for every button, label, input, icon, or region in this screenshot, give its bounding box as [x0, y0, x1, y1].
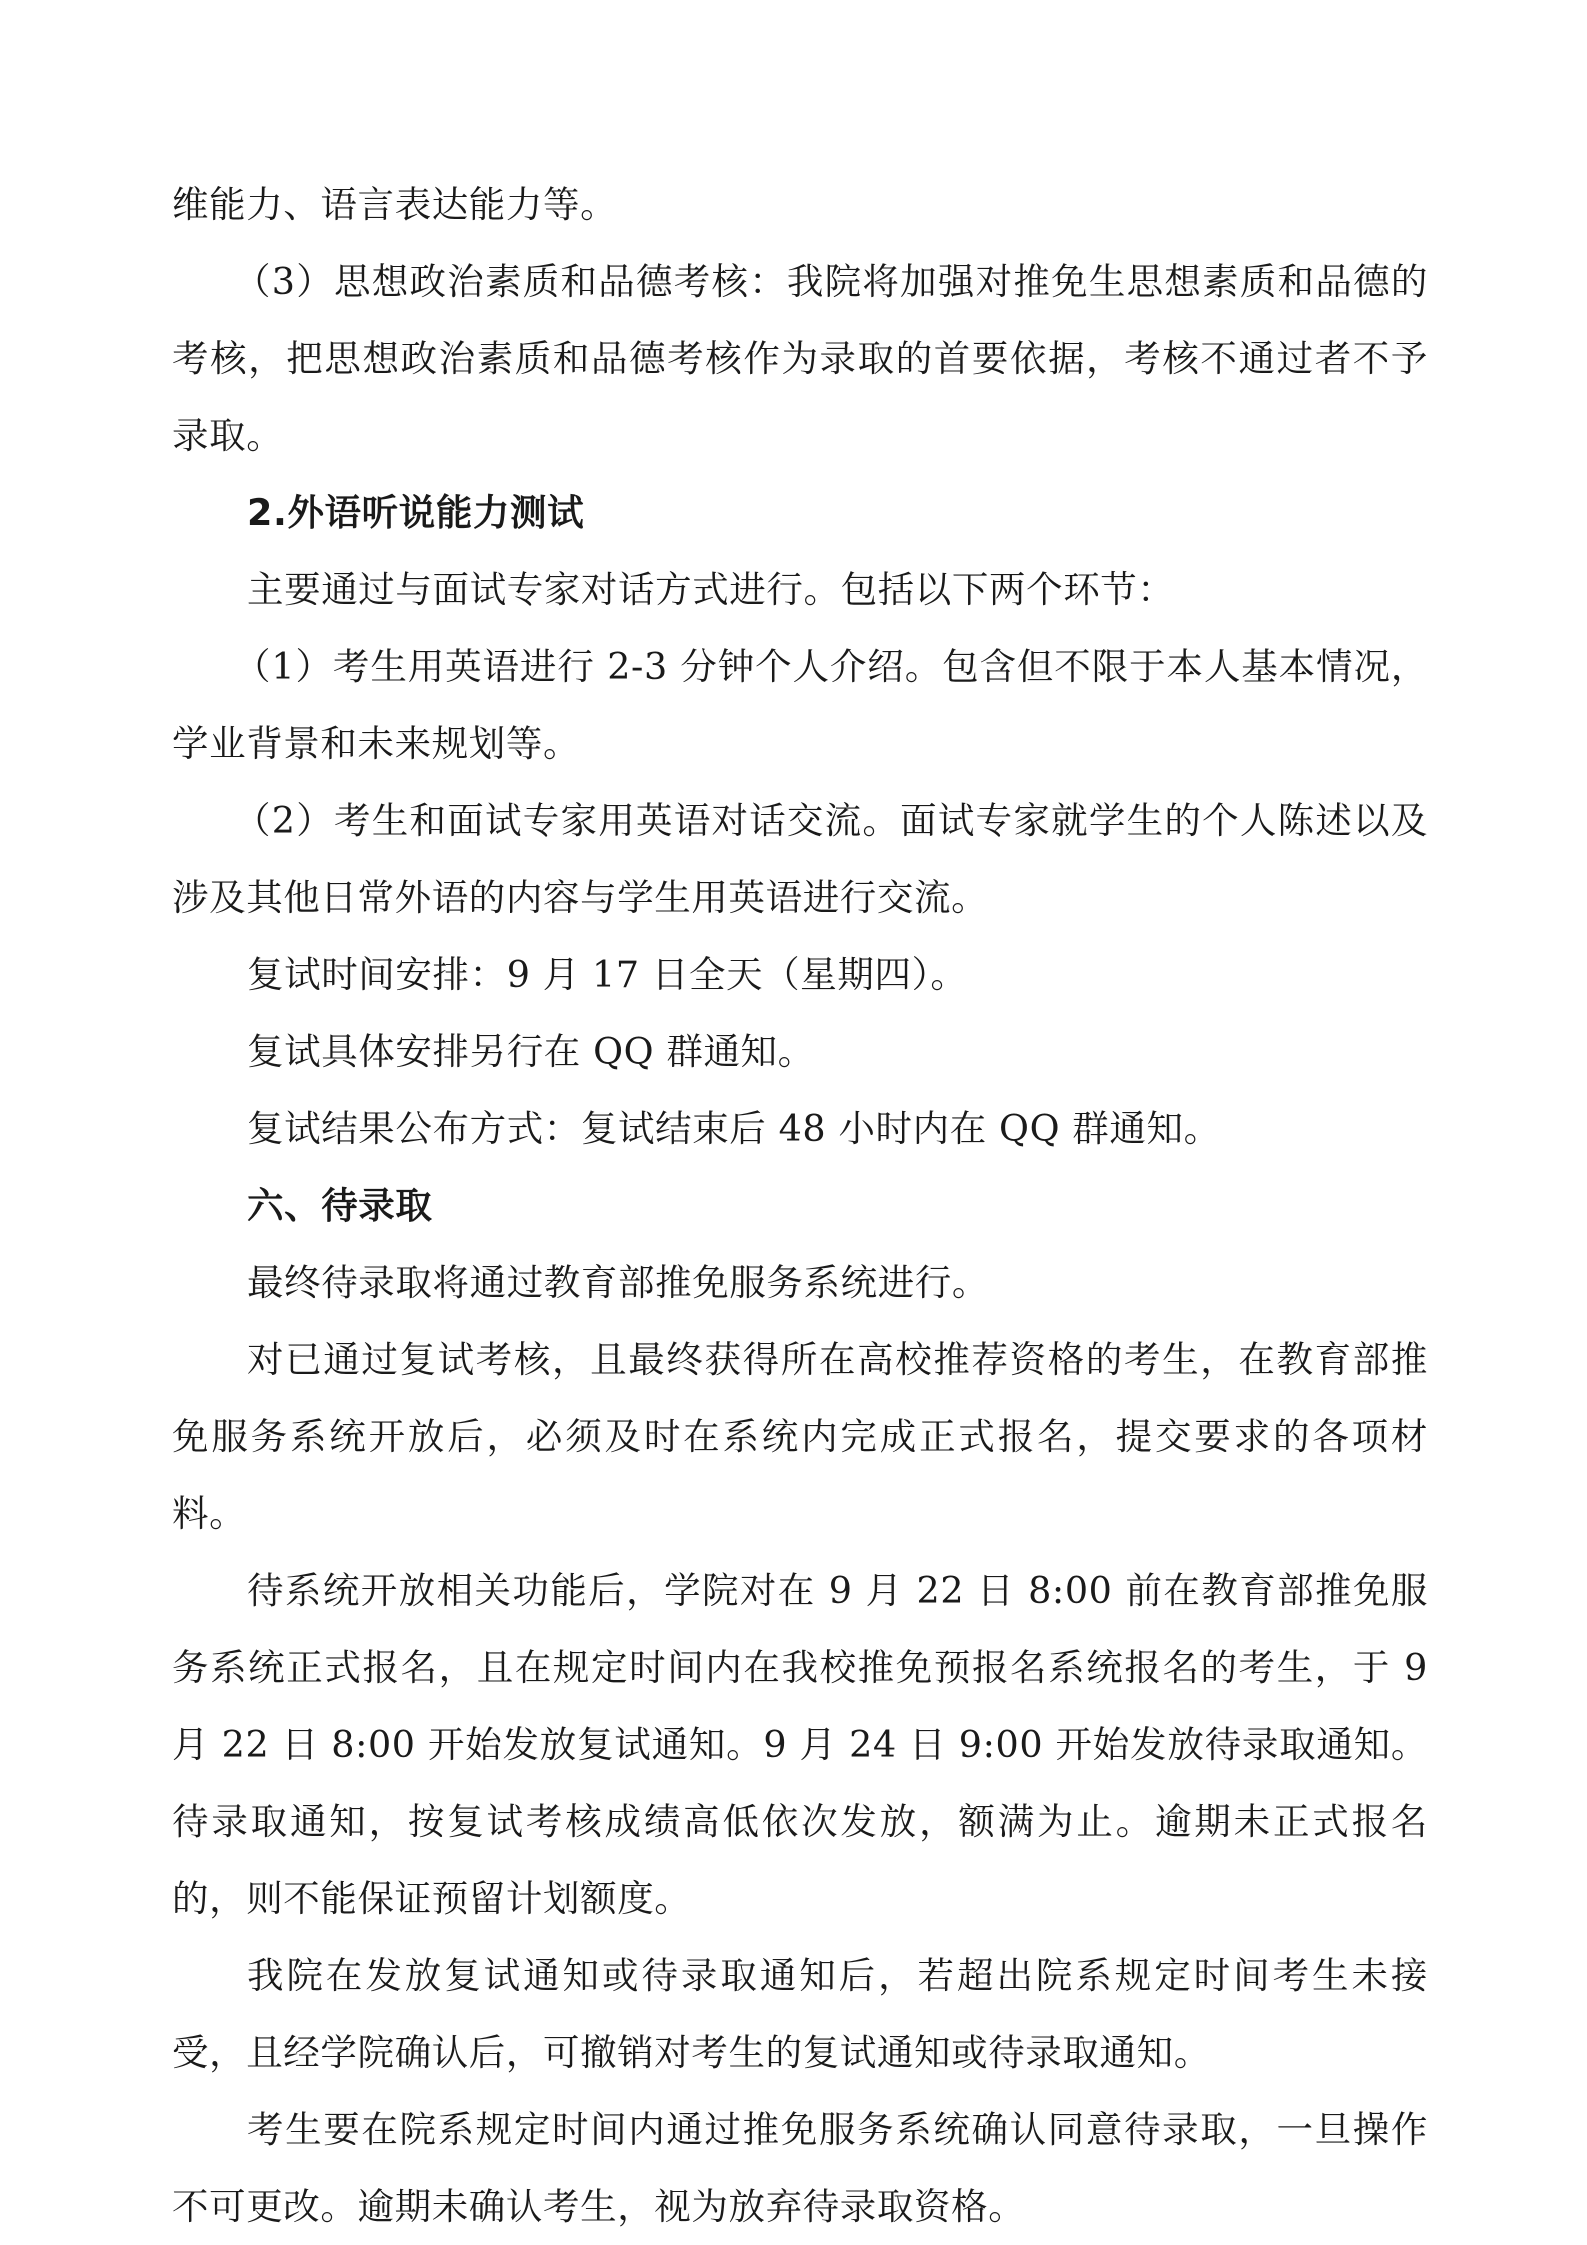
paragraph-ideology-assessment: （3）思想政治素质和品德考核：我院将加强对推免生思想素质和品德的考核，把思想政治素质和品德考核作为录取的首要依据，考核不通过者不予录取。 [172, 260, 1428, 457]
section-heading-foreign-language-test: 2.外语听说能力测试 [247, 491, 585, 534]
paragraph-final-admission: 最终待录取将通过教育部推免服务系统进行。 [247, 1261, 989, 1304]
paragraph-retest-time: 复试时间安排：9 月 17 日全天（星期四）。 [247, 953, 968, 996]
paragraph-continuation: 维能力、语言表达能力等。 [172, 183, 618, 226]
paragraph-test-format: 主要通过与面试专家对话方式进行。包括以下两个环节： [247, 568, 1175, 611]
paragraph-registration: 对已通过复试考核，且最终获得所在高校推荐资格的考生，在教育部推免服务系统开放后，必须及时在系统内完成正式报名，提交要求的各项材料。 [172, 1338, 1428, 1535]
paragraph-notification-schedule: 待系统开放相关功能后，学院对在 9 月 22 日 8:00 前在教育部推免服务系统正式报名，且在规定时间内在我校推免预报名系统报名的考生，于 9 月 22 日 8:00 开始发放复试通知。9 月 24 日 9:00 开始发放待录取通知。待录取通知，按复试考核成绩高低依次发放，额满为止。逾期未正式报名的，则不能保证预留计划额度。 [172, 1569, 1428, 1920]
paragraph-confirmation: 考生要在院系规定时间内通过推免服务系统确认同意待录取，一旦操作不可更改。逾期未确认考生，视为放弃待录取资格。 [172, 2108, 1428, 2228]
section-heading-admission: 六、待录取 [247, 1184, 433, 1227]
paragraph-self-introduction: （1）考生用英语进行 2-3 分钟个人介绍。包含但不限于本人基本情况，学业背景和未来规划等。 [172, 645, 1428, 765]
paragraph-dialogue: （2）考生和面试专家用英语对话交流。面试专家就学生的个人陈述以及涉及其他日常外语的内容与学生用英语进行交流。 [172, 799, 1428, 919]
paragraph-retest-results: 复试结果公布方式：复试结束后 48 小时内在 QQ 群通知。 [247, 1107, 1221, 1150]
document-body [172, 166, 1428, 2245]
paragraph-revocation: 我院在发放复试通知或待录取通知后，若超出院系规定时间考生未接受，且经学院确认后，可撤销对考生的复试通知或待录取通知。 [172, 1954, 1428, 2074]
paragraph-retest-arrangement: 复试具体安排另行在 QQ 群通知。 [247, 1030, 815, 1073]
